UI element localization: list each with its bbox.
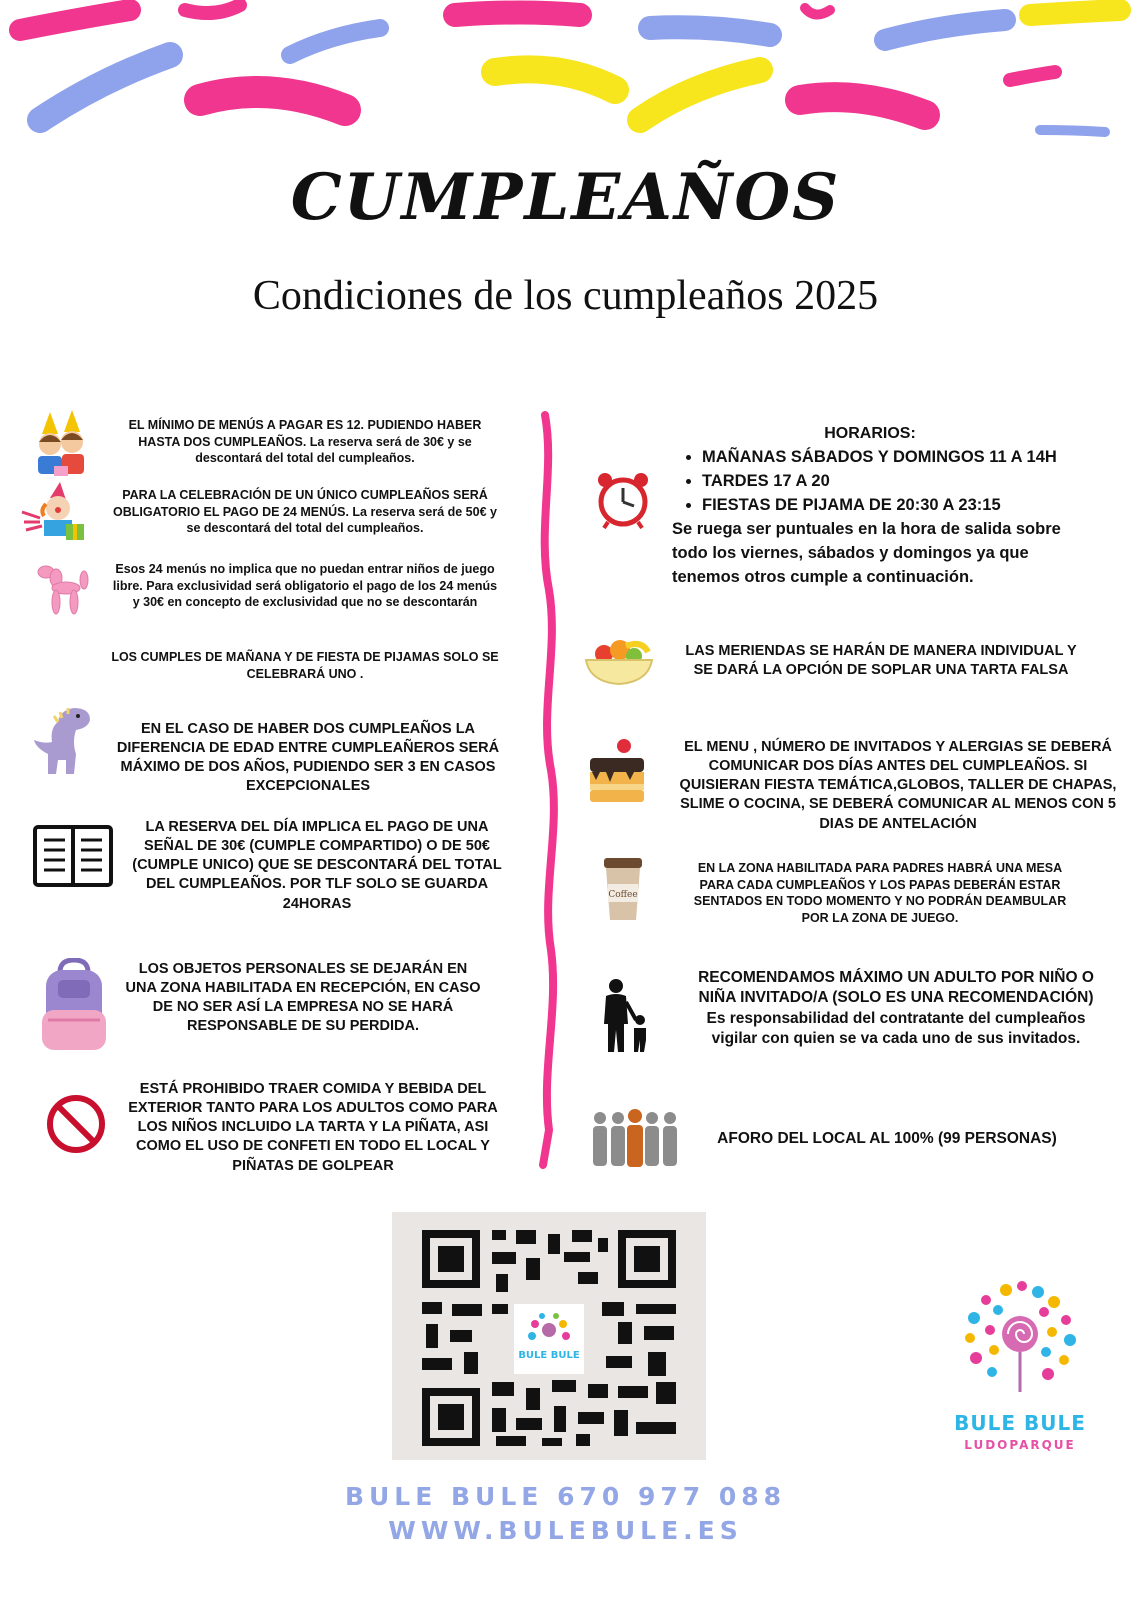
- rule-morning-pyjama: LOS CUMPLES DE MAÑANA Y DE FIESTA DE PIJAMAS SOLO SE CELEBRARÁ UNO .: [111, 650, 499, 681]
- fruit-bowl-icon: [582, 638, 656, 688]
- adult-child-icon: [600, 978, 650, 1054]
- prohibited-icon: [44, 1092, 108, 1156]
- open-book-icon: [32, 824, 114, 888]
- rule-snacks: LAS MERIENDAS SE HARÁN DE MANERA INDIVIDUAL Y SE DARÁ LA OPCIÓN DE SOPLAR UNA TARTA FALSA: [685, 643, 1077, 679]
- coffee-cup-icon: [600, 856, 646, 922]
- horario-item: • FIESTAS DE PIJAMA DE 20:30 A 23:15: [702, 494, 1122, 518]
- rule-free-play: Esos 24 menús no implica que no puedan entrar niños de juego libre. Para exclusividad será obligatorio el pago de los 24 menús y 30€ en concepto de exclusividad que no se descontarán: [112, 562, 498, 609]
- rule-single-birthday: PARA LA CELEBRACIÓN DE UN ÚNICO CUMPLEAÑOS SERÁ OBLIGATORIO EL PAGO DE 24 MENÚS. La reserva será de 50€ y se descontará del total del cumpleaños.: [113, 488, 497, 535]
- footer-website[interactable]: WWW.BULEBULE.ES: [388, 1516, 743, 1545]
- rule-capacity: AFORO DEL LOCAL AL 100% (99 PERSONAS): [717, 1130, 1057, 1147]
- horarios-title: HORARIOS:: [824, 425, 916, 442]
- rule-parents-zone: EN LA ZONA HABILITADA PARA PADRES HABRÁ UNA MESA PARA CADA CUMPLEAÑOS Y LOS PAPAS DEBERÁN ESTAR SENTADOS EN TODO MOMENTO Y NO PODRÁN DEAMBULAR POR LA ZONA DE JUEGO.: [693, 861, 1067, 925]
- page-subtitle: Condiciones de los cumpleaños 2025: [252, 273, 879, 319]
- rule-no-outside-food: ESTÁ PROHIBIDO TRAER COMIDA Y BEBIDA DEL EXTERIOR TANTO PARA LOS ADULTOS COMO PARA LOS NIÑOS INCLUIDO LA TARTA Y LA PIÑATA, ASI COMO EL USO DE CONFETI EN TODO EL LOCAL Y PIÑATAS DE GOLPEAR: [128, 1081, 498, 1174]
- bule-bule-logo-icon: [946, 1276, 1096, 1406]
- balloon-dog-icon: [34, 562, 92, 620]
- horarios-note: Se ruega ser puntuales en la hora de salida sobre todo los viernes, sábados y domingos ya que tenemos otros cumple a continuación.: [672, 520, 1061, 586]
- horario-item: • TARDES 17 A 20: [702, 470, 1122, 494]
- clown-gift-icon: [20, 482, 92, 542]
- backpack-icon: [38, 958, 110, 1054]
- rule-reservation-deposit: LA RESERVA DEL DÍA IMPLICA EL PAGO DE UNA SEÑAL DE 30€ (CUMPLE COMPARTIDO) O DE 50€ (CUMPLE UNICO) QUE SE DESCONTARÁ DEL TOTAL DEL CUMPLEAÑOS. POR TLF SOLO SE GUARDA 24HORAS: [132, 819, 502, 912]
- footer-phone[interactable]: BULE BULE 670 977 088: [344, 1482, 787, 1511]
- horario-item: • MAÑANAS SÁBADOS Y DOMINGOS 11 A 14H: [702, 446, 1122, 470]
- rule-one-adult-per-child: RECOMENDAMOS MÁXIMO UN ADULTO POR NIÑO O NIÑA INVITADO/A (SOLO ES UNA RECOMENDACIÓN) Es responsabilidad del contratante del cumpleaños vigilar con quien se va cada uno de sus invitados.: [698, 969, 1094, 1048]
- rule-minimum-menus: EL MÍNIMO DE MENÚS A PAGAR ES 12. PUDIENDO HABER HASTA DOS CUMPLEAÑOS. La reserva será de 30€ y se descontará del total del cumpleaños.: [128, 418, 482, 465]
- decorative-brush-strokes: [0, 0, 1131, 160]
- alarm-clock-icon: [594, 470, 652, 530]
- rule-menu-guests-allergies: EL MENU , NÚMERO DE INVITADOS Y ALERGIAS SE DEBERÁ COMUNICAR DOS DÍAS ANTES DEL CUMPLEAÑOS. SI QUISIERAN FIESTA TEMÁTICA,GLOBOS, TALLER DE CHAPAS, SLIME O COCINA, SE DEBERÁ COMUNICAR AL MENOS CON 5 DIAS DE ANTELACIÓN: [679, 739, 1117, 832]
- rule-personal-belongings: LOS OBJETOS PERSONALES SE DEJARÁN EN UNA ZONA HABILITADA EN RECEPCIÓN, EN CASO DE NO SER ASÍ LA EMPRESA NO SE HARÁ RESPONSABLE DE SU PERDIDA.: [125, 961, 481, 1035]
- rule-age-difference: EN EL CASO DE HABER DOS CUMPLEAÑOS LA DIFERENCIA DE EDAD ENTRE CUMPLEAÑEROS SERÁ MÁXIMO DE DOS AÑOS, PUDIENDO SER 3 EN CASOS EXCEPCIONALES: [116, 721, 500, 795]
- qr-code[interactable]: [392, 1212, 706, 1460]
- kids-party-icon: [28, 410, 90, 480]
- center-divider: [515, 410, 575, 1170]
- horarios-list: [672, 446, 1122, 518]
- logo-title: BULE BULE: [954, 1411, 1086, 1435]
- page-title: CUMPLEAÑOS: [290, 160, 841, 235]
- qr-code-icon: [392, 1212, 706, 1460]
- svg-text:BULE BULE: BULE BULE: [518, 1350, 580, 1361]
- svg-text:Coffee: Coffee: [608, 890, 638, 900]
- dinosaur-icon: [28, 702, 94, 776]
- cake-icon: [586, 736, 648, 808]
- logo-subtitle: LUDOPARQUE: [964, 1438, 1076, 1452]
- group-people-icon: [588, 1108, 682, 1168]
